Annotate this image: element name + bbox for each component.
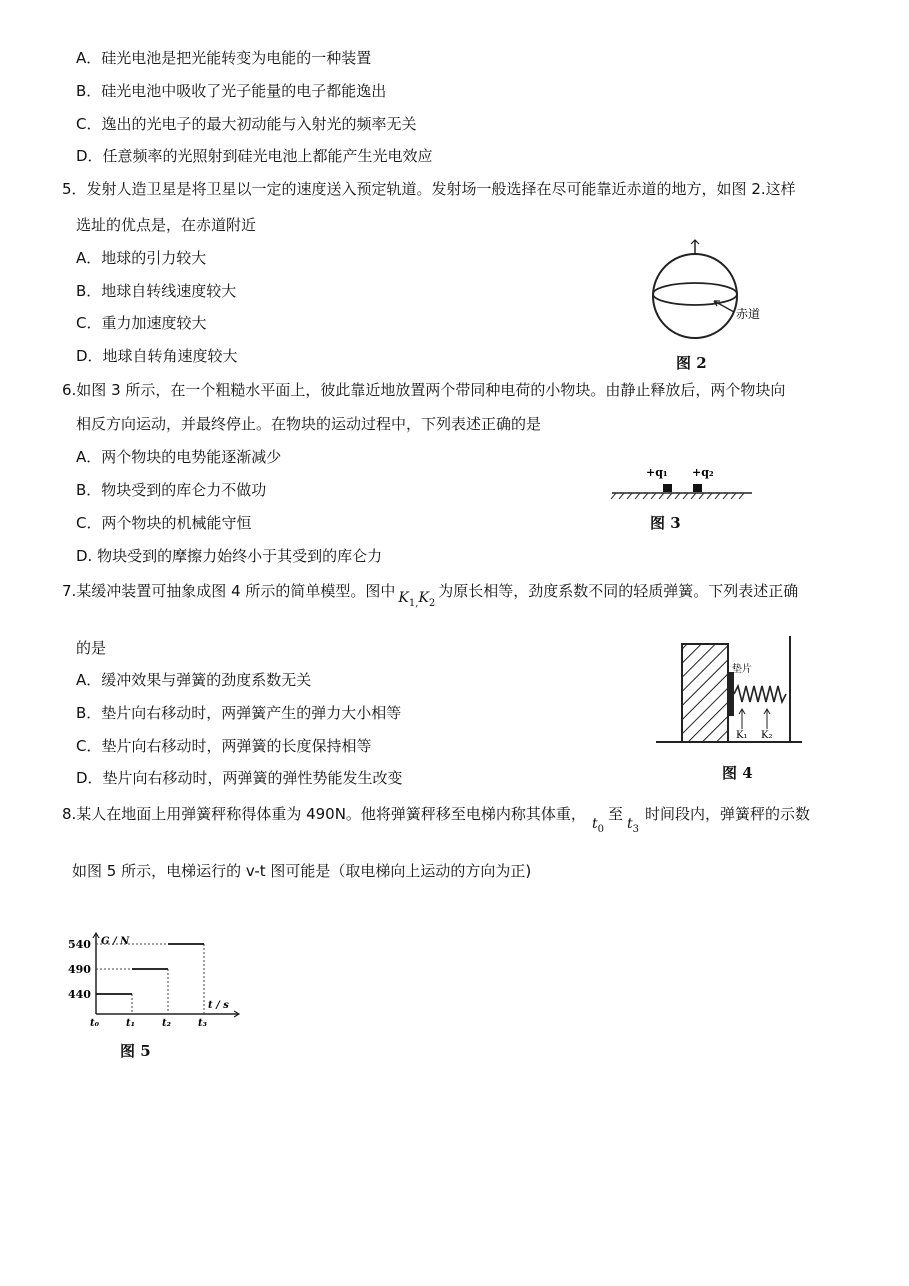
k2-label: K₂	[761, 730, 773, 741]
y-tick-label: 440	[68, 988, 91, 1001]
q5-stem-line1: 5．发射人造卫星是将卫星以一定的速度送入预定轨道。发射场一般选择在尽可能靠近赤道的地方，如图 2.这样	[62, 180, 796, 198]
q7-option-d: D．垫片向右移动时，两弹簧的弹性势能发生改变	[76, 769, 403, 787]
pad-label: 垫片	[732, 664, 752, 675]
block-body	[682, 644, 728, 742]
q7-stem-line2: 的是	[76, 639, 107, 657]
figure-2-caption: 图 2	[676, 354, 707, 372]
charge-q1-label: +q₁	[646, 466, 668, 479]
t3-symbol: $t_3$	[626, 816, 639, 835]
x-tick-label: t₂	[162, 1018, 171, 1029]
q7-option-c: C．垫片向右移动时，两弹簧的长度保持相等	[76, 737, 372, 755]
q7-stem-prefix: 7.某缓冲装置可抽象成图 4 所示的简单模型。图中	[62, 582, 396, 600]
q5-option-b: B．地球自转线速度较大	[76, 282, 237, 300]
q8-to-word: 至	[607, 805, 623, 823]
pad	[728, 672, 734, 716]
charge-q2-label: +q₂	[692, 466, 714, 479]
q5-stem-line2: 选址的优点是，在赤道附近	[76, 216, 257, 234]
block-2	[693, 484, 702, 492]
q4-option-b: B．硅光电池中吸收了光子能量的电子都能逸出	[76, 82, 387, 100]
k1-label: K₁	[736, 730, 748, 741]
figure-3-blocks	[608, 466, 758, 508]
figure-2-globe	[648, 238, 778, 348]
q8-stem-line2: 如图 5 所示，电梯运行的 v-t 图可能是（取电梯向上运动的方向为正)	[72, 862, 532, 880]
q4-option-d: D．任意频率的光照射到硅光电池上都能产生光电效应	[76, 147, 433, 165]
figure-5-caption: 图 5	[120, 1042, 151, 1060]
q6-option-c: C．两个物块的机械能守恒	[76, 514, 252, 532]
y-tick-label: 540	[68, 938, 91, 951]
q8-stem-prefix: 8.某人在地面上用弹簧秤称得体重为 490N。他将弹簧秤移至电梯内称其体重，	[62, 805, 586, 823]
q8-stem-suffix: 时间段内，弹簧秤的示数	[644, 805, 810, 823]
t0-symbol: $t_0$	[591, 816, 604, 835]
q6-option-a: A．两个物块的电势能逐渐减少	[76, 448, 282, 466]
q8-stem-line1	[62, 804, 810, 835]
q4-option-c: C．逸出的光电子的最大初动能与入射光的频率无关	[76, 115, 417, 133]
x-tick-label: t₃	[198, 1018, 207, 1029]
equator-label: 赤道	[736, 307, 761, 321]
q7-stem-suffix: 为原长相等，劲度系数不同的轻质弹簧。下列表述正确	[438, 582, 799, 600]
q6-stem-line1: 6.如图 3 所示，在一个粗糙水平面上，彼此靠近地放置两个带同种电荷的小物块。由静止释放后，两个物块向	[62, 381, 786, 399]
q5-option-d: D．地球自转角速度较大	[76, 347, 238, 365]
q5-option-a: A．地球的引力较大	[76, 249, 207, 267]
springs	[734, 686, 786, 702]
q7-option-b: B．垫片向右移动时，两弹簧产生的弹力大小相等	[76, 704, 402, 722]
q4-option-a: A．硅光电池是把光能转变为电能的一种装置	[76, 49, 372, 67]
q7-stem-line1	[62, 581, 798, 608]
x-tick-label: t₀	[90, 1018, 99, 1029]
q7-option-a: A．缓冲效果与弹簧的劲度系数无关	[76, 671, 312, 689]
y-tick-label: 490	[68, 963, 91, 976]
y-axis-label: G / N	[101, 936, 130, 947]
x-axis-label: t / s	[208, 1000, 229, 1011]
k1-k2-symbol: $K_{1,}K_2$	[398, 590, 436, 609]
q6-option-d: D. 物块受到的摩擦力始终小于其受到的库仑力	[76, 547, 383, 565]
q6-stem-line2: 相反方向运动，并最终停止。在物块的运动过程中，下列表述正确的是	[76, 415, 542, 433]
x-tick-label: t₁	[126, 1018, 135, 1029]
figure-3-caption: 图 3	[650, 514, 681, 532]
q5-option-c: C．重力加速度较大	[76, 314, 207, 332]
figure-4-buffer	[654, 634, 804, 756]
q6-option-b: B．物块受到的库仑力不做功	[76, 481, 267, 499]
figure-4-caption: 图 4	[722, 764, 753, 782]
block-1	[663, 484, 672, 492]
figure-5-chart	[66, 928, 256, 1032]
